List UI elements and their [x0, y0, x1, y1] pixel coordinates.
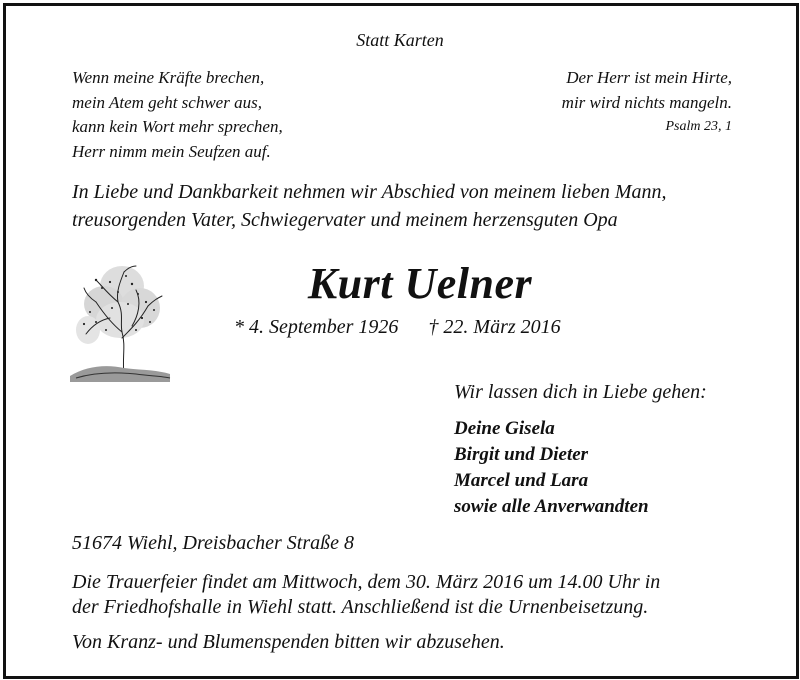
poem-verse: [72, 66, 283, 164]
header-statt-karten: Statt Karten: [356, 30, 444, 50]
service-line: der Friedhofshalle in Wiehl statt. Anschließend ist die Urnenbeisetzung.: [72, 596, 649, 618]
family-member: Birgit und Dieter: [454, 444, 589, 465]
family-list: [454, 416, 649, 520]
birth-date: * 4. September 1926: [234, 316, 399, 338]
family-member: Marcel und Lara: [454, 470, 589, 491]
intro-line: In Liebe und Dankbarkeit nehmen wir Abschied von meinem lieben Mann,: [72, 181, 667, 203]
intro-line: treusorgenden Vater, Schwiegervater und meinem herzensguten Opa: [72, 209, 618, 231]
poem-line: Wenn meine Kräfte brechen,: [72, 68, 265, 87]
poem-line: mein Atem geht schwer aus,: [72, 92, 262, 112]
psalm-quote: [562, 66, 732, 140]
poem-line: kann kein Wort mehr sprechen,: [72, 117, 283, 136]
psalm-line: mir wird nichts mangeln.: [561, 92, 732, 112]
service-info: [72, 570, 660, 620]
intro-text: [72, 178, 667, 234]
farewell-line: Wir lassen dich in Liebe gehen:: [454, 381, 707, 403]
deceased-name: Kurt Uelner: [307, 259, 533, 308]
family-member: sowie alle Anverwandten: [454, 496, 649, 517]
flowers-note: Von Kranz- und Blumenspenden bitten wir abzusehen.: [72, 631, 505, 653]
poem-line: Herr nimm mein Seufzen auf.: [72, 141, 271, 161]
service-line: Die Trauerfeier findet am Mittwoch, dem 30. März 2016 um 14.00 Uhr in: [72, 571, 661, 593]
psalm-reference: Psalm 23, 1: [665, 119, 732, 134]
psalm-line: Der Herr ist mein Hirte,: [566, 68, 732, 87]
family-member: Deine Gisela: [454, 418, 555, 439]
death-date: † 22. März 2016: [428, 316, 561, 338]
life-dates: [234, 316, 561, 339]
address: 51674 Wiehl, Dreisbacher Straße 8: [72, 532, 355, 554]
